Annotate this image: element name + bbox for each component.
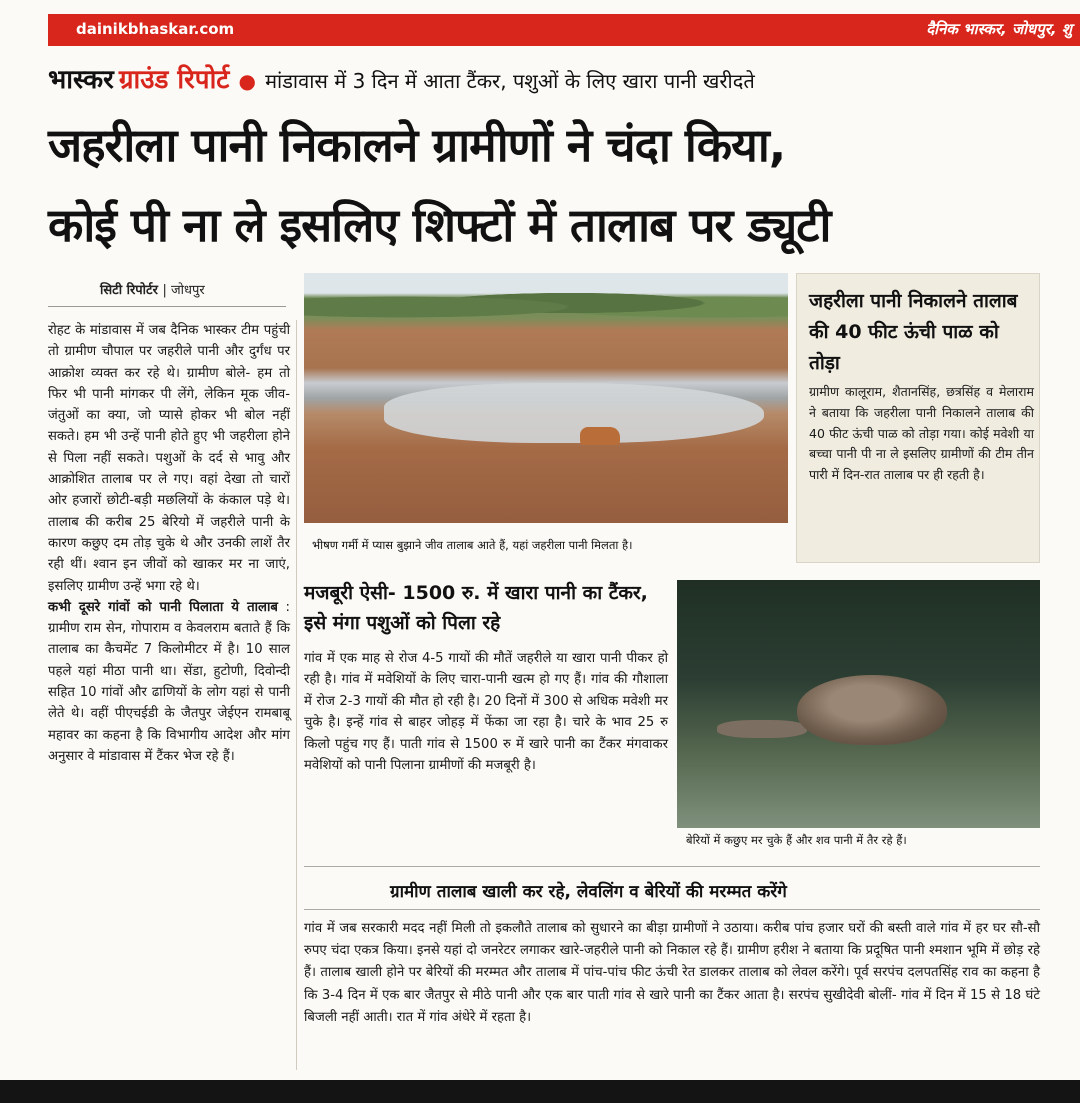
photo-caption: बेरियों में कछुए मर चुके हैं और शव पानी में तैर रहे हैं। <box>686 833 907 847</box>
section-body: गांव में जब सरकारी मदद नहीं मिली तो इकलौते तालाब को सुधारने का बीड़ा ग्रामीणों ने उठाया। करीब पांच हजार घरों की बस्ती वाले गांव में हर घर सौ-सौ रुपए चंदा एकत्र किया। इनसे यहां दो जनरेटर लगाकर खारे-जहरीले पानी को निकाल रहे हैं। ग्रामीण हरीश ने बताया कि प्रदूषित पानी श्मशान भूमि में छोड़ रहे हैं। तालाब खाली होने पर बेरियों की मरम्मत और तालाब में पांच-पांच फीट ऊंची रेत डालकर तालाब को लेवल करेंगे। पूर्व सरपंच दलपतसिंह राव का कहना है कि 3-4 दिन में एक बार जैतपुर से मीठे पानी और एक बार पाती गांव से खारे पानी का टैंकर आता है। सरपंच सुखीदेवी बोलीं- गांव में दिन में 15 से 18 घंटे बिजली नहीं आती। रात में गांव अंधेरे में रहता है। <box>304 921 1040 1025</box>
pond-water <box>384 383 764 443</box>
bullet-icon: ● <box>238 69 256 93</box>
byline <box>100 280 205 298</box>
sidebar-box <box>796 273 1040 563</box>
pond-photo <box>304 273 788 523</box>
paper-edition: दैनिक भास्कर, जोधपुर, शु <box>926 20 1072 38</box>
turtle-head <box>717 720 807 738</box>
column-divider <box>296 320 297 1070</box>
section-rule-bottom <box>304 909 1040 910</box>
byline-author: सिटी रिपोर्टर <box>100 283 158 298</box>
article-paragraph: रोहट के मांडावास में जब दैनिक भास्कर टीम पहुंची तो ग्रामीण चौपाल पर जहरीले पानी और दुर्गंध पर आक्रोश व्यक्त कर रहे थे। ग्रामीण बोले- हम तो फिर भी पानी मांगकर पी लेंगे, लेकिन मूक जीव-जंतुओं का क्या, जो प्यासे होकर भी बोल नहीं सकते। हम भी उन्हें पानी होते हुए भी जहरीला होने से पिला नहीं सकते। पशुओं के दर्द से भावु और आक्रोशित तालाब पर ले गए। वहां देखा तो चारों ओर हजारों छोटी-बड़ी मछलियों के कंकाल पड़े थे। तालाब की करीब 25 बेरियो में जहरीले पानी के कारण कछुए दम तोड़ चुके थे और उनकी लाशें तैर रही थीं। श्वान इन जीवों को खाकर मर ना जाएं, इसलिए ग्रामीण उन्हें भगा रहे थे। <box>48 323 290 594</box>
photo-caption: भीषण गर्मी में प्यास बुझाने जीव तालाब आते हैं, यहां जहरीला पानी मिलता है। <box>312 538 633 552</box>
byline-divider <box>48 306 286 307</box>
kicker-brand: भास्कर <box>48 65 114 95</box>
section-heading: मजबूरी ऐसी- 1500 रु. में खारा पानी का टैंकर, इसे मंगा पशुओं को पिला रहे <box>304 582 648 634</box>
article-column-1 <box>48 320 290 767</box>
site-name: dainikbhaskar.com <box>76 20 235 38</box>
kicker-report-label: ग्राउंड रिपोर्ट <box>118 65 230 95</box>
sidebar-title: जहरीला पानी निकालने तालाब की 40 फीट ऊंची पाळ को तोड़ा <box>809 290 1018 374</box>
article-paragraph: : ग्रामीण राम सेन, गोपाराम व केवलराम बताते हैं कि तालाब का कैचमेंट 7 किलोमीटर में है। 10 साल पहले यहां मीठा पानी था। सेंडा, हुटोणी, दिवोन्दी सहित 10 गांवों और ढाणियों के लोग यहां से पानी लेते थे। वहीं पीएचईडी के जैतपुर जेईएन रामबाबू महावर का कहना है कि विभागीय आदेश और मांग अनुसार वे मांडावास में टैंकर भेज रहे हैं। <box>48 599 290 764</box>
section-body: गांव में एक माह से रोज 4-5 गायों की मौतें जहरीले या खारा पानी पीकर हो रही है। गांव में मवेशियों के लिए चारा-पानी खत्म हो गए हैं। गांव की गौशाला में रोज 2-3 गायों की मौत हो रही है। 20 दिनों में 300 से अधिक मवेशी मर चुके है। इन्हें गांव से बाहर जोहड़ में फेंका जा रहा है। चारे के भाव 25 रु किलो पहुंच गए हैं। पाती गांव से 1500 रु में खारे पानी का टैंकर मंगवाकर मवेशियों को पानी पिलाना ग्रामीणों की मजबूरी है। <box>304 651 668 774</box>
kicker-line <box>48 60 1048 96</box>
turtle-photo <box>677 580 1040 828</box>
bottom-bar <box>0 1080 1080 1103</box>
kicker-summary: मांडावास में 3 दिन में आता टैंकर, पशुओं के लिए खारा पानी खरीदते <box>265 69 755 93</box>
sidebar-body: ग्रामीण कालूराम, शैतानसिंह, छत्रसिंह व मेलाराम ने बताया कि जहरीला पानी निकालने तालाब की 40 फीट ऊंची पाळ को तोड़ा गया। कोई मवेशी या बच्चा पानी पी ना ले इसलिए ग्रामीणों की टीम तीन पारी में दिन-रात तालाब पर ही रहती है। <box>809 384 1034 483</box>
article-subhead: कभी दूसरे गांवों को पानी पिलाता ये तालाब <box>48 599 278 615</box>
dog-figure <box>580 427 620 445</box>
headline-line-1: जहरीला पानी निकालने ग्रामीणों ने चंदा किया, <box>48 118 786 172</box>
byline-location: | जोधपुर <box>162 283 205 298</box>
section-heading: ग्रामीण तालाब खाली कर रहे, लेवलिंग व बेरियों की मरम्मत करेंगे <box>390 882 787 902</box>
headline-line-2: कोई पी ना ले इसलिए शिफ्टों में तालाब पर ड्यूटी <box>48 198 831 252</box>
masthead-bar <box>48 14 1080 46</box>
tree-line <box>304 283 788 323</box>
section-rule-top <box>304 866 1040 867</box>
turtle-shell <box>797 675 947 745</box>
